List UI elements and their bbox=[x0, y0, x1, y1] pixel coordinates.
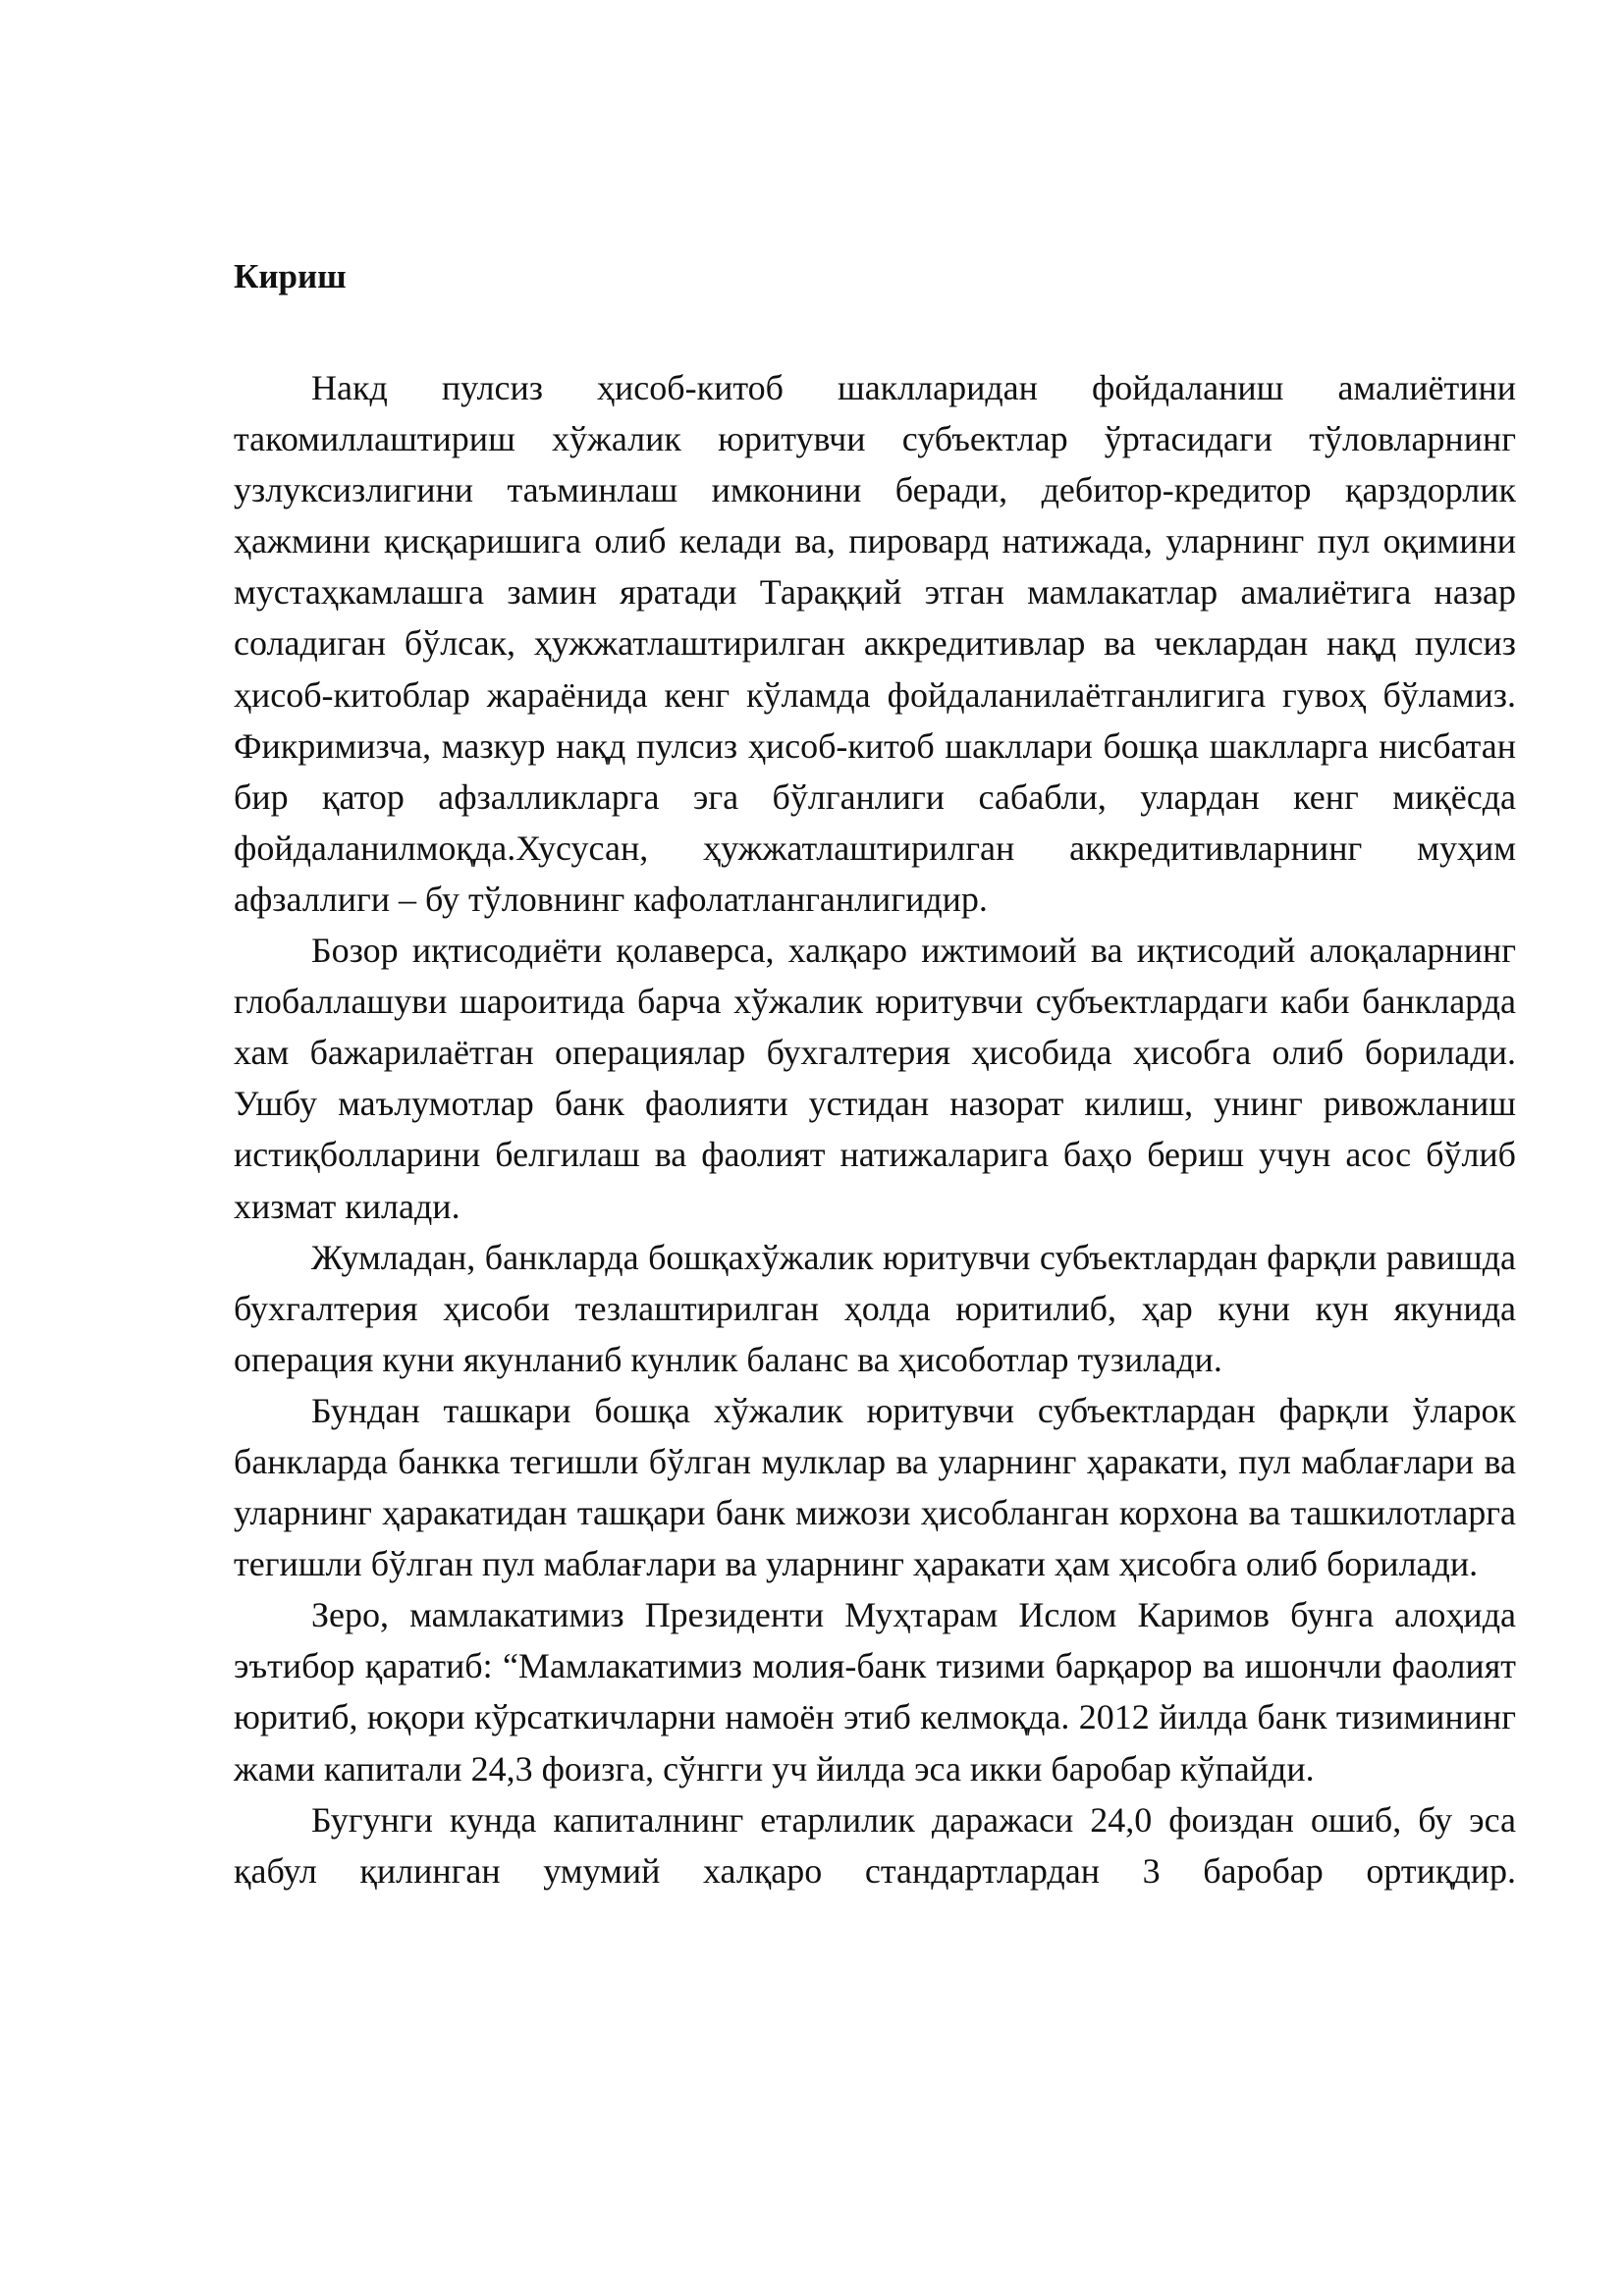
paragraph-3: Жумладан, банкларда бошқахўжалик юритувчи субъектлардан фарқли равишда бухгалтерия ҳисоби тезлаштирилган ҳолда юритилиб, ҳар куни кун якунида операция куни якунланиб кунлик баланс ва ҳисоботлар тузилади. bbox=[234, 1237, 1516, 1379]
paragraph-2: Бозор иқтисодиёти қолаверса, халқаро ижтимоий ва иқтисодий алоқаларнинг глобаллашуви шароитида барча хўжалик юритувчи субъектлардаги каби банкларда хам бажарилаётган операциялар бухгалтерия ҳисобида ҳисобга олиб борилади. Ушбу маълумотлар банк фаолияти устидан назорат килиш, унинг ривожланиш истиқболларини белгилаш ва фаолият натижаларига баҳо бериш учун асос бўлиб хизмат килади. bbox=[234, 931, 1516, 1226]
paragraph-5: Зеро, мамлакатимиз Президенти Муҳтарам Ислом Каримов бунга алоҳида эътибор қаратиб: “Мамлакатимиз молия-банк тизими барқарор ва ишончли фаолият юритиб, юқори кўрсаткичларни намоён этиб келмоқда. 2012 йилда банк тизимининг жами капитали 24,3 фоизга, сўнгги уч йилда эса икки баробар кўпайди. bbox=[234, 1595, 1516, 1789]
paragraph-1: Накд пулсиз ҳисоб-китоб шаклларидан фойдаланиш амалиётини такомиллаштириш хўжалик юритувчи субъектлар ўртасидаги тўловларнинг узлуксизлигини таъминлаш имконини беради, дебитор-кредитор қарздорлик ҳажмини қисқаришига олиб келади ва, пировард натижада, уларнинг пул оқимини мустаҳкамлашга замин яратади Тараққий этган мамлакатлар амалиётига назар соладиган бўлсак, ҳужжатлаштирилган аккредитивлар ва чеклардан нақд пулсиз ҳисоб-китоблар жараёнида кенг кўламда фойдаланилаётганлигига гувоҳ бўламиз. Фикримизча, мазкур нақд пулсиз ҳисоб-китоб шакллари бошқа шаклларга нисбатан бир қатор афзалликларга эга бўлганлиги сабабли, улардан кенг миқёсда фойдаланилмоқда.Хусусан, ҳужжатлаштирилган аккредитивларнинг муҳим афзаллиги – бу тўловнинг кафолатланганлигидир. bbox=[234, 368, 1516, 919]
section-heading: Кириш bbox=[234, 257, 347, 295]
paragraph-6: Бугунги кунда капиталнинг етарлилик даражаси 24,0 фоиздан ошиб, бу эса қабул қилинган умумий халқаро стандартлардан 3 баробар ортиқдир. bbox=[234, 1799, 1516, 1891]
paragraph-4: Бундан ташкари бошқа хўжалик юритувчи субъектлардан фарқли ўларок банкларда банкка тегишли бўлган мулклар ва уларнинг ҳаракати, пул маблағлари ва уларнинг ҳаракатидан ташқари банк мижози ҳисобланган корхона ва ташкилотларга тегишли бўлган пул маблағлари ва уларнинг ҳаракати ҳам ҳисобга олиб борилади. bbox=[234, 1390, 1516, 1584]
document-body bbox=[234, 251, 1516, 1896]
